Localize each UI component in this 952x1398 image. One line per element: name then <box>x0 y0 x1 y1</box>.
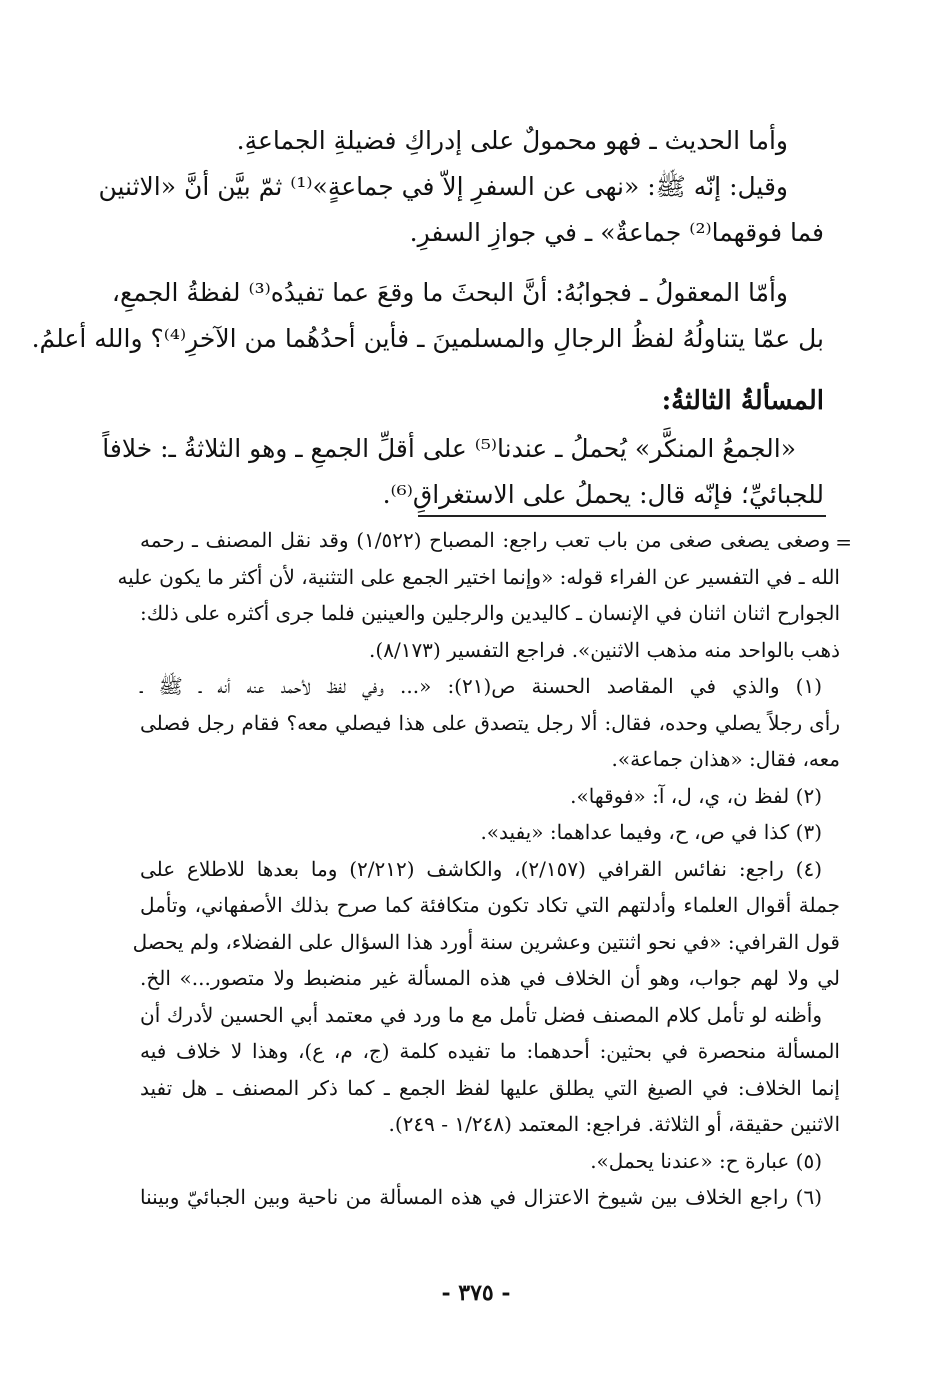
main-line: وأما الحديث ـ فهو محمولٌ على إدراكِ فضيلةِ الجماعةِ. <box>236 126 788 155</box>
footnote-1: (١) والذي في المقاصد الحسنة ص(٢١): «... وفي لفظ لأحمد عنه أنه ـ ﷺ ـ <box>140 674 822 698</box>
page-number: - ٣٧٥ - <box>441 1280 511 1306</box>
main-line: للجبائيِّ؛ فإنّه قال: يحملُ على الاستغراقِ⁽⁶⁾. <box>382 480 824 509</box>
footnote-line: إنما الخلاف: في الصيغ التي يطلق عليها لفظ الجمع ـ كما ذكر المصنف ـ هل تفيد <box>140 1075 840 1100</box>
footnote-2: (٢) لفظ ن، ي، ل، آ: «فوقها». <box>570 783 822 808</box>
footnote-line: لي ولا لهم جواب، وهو أن الخلاف في هذه المسألة غير منضبط ولا متصور...» الخ. <box>140 966 840 990</box>
footnote-line: الجوارح اثنان اثنان في الإنسان ـ كاليدين والرجلين والعينين فلما جرى أكثره على ذلك: <box>139 601 840 625</box>
footnote-4: (٤) راجع: نفائس القرافي (٢/١٥٧)، والكاشف (٢/٢١٢) وما بعدها للاطلاع على <box>140 856 822 881</box>
footnote-5: (٥) عبارة ح: «عندنا يحمل». <box>590 1148 822 1173</box>
main-line: «الجمعُ المنكَّر» يُحملُ ـ عندنا⁽⁵⁾ على أقلِّ الجمعِ ـ وهو الثلاثةُ ـ: خلافاً <box>102 434 796 463</box>
footnote-line: وأظنه لو تأمل كلام المصنف فضل تأمل مع ما ورد في معتمد أبي الحسين لأدرك أن <box>140 1002 822 1027</box>
main-line: وقيل: إنّه ﷺ: «نهى عن السفرِ إلاّ في جماعةٍ»⁽¹⁾ ثمّ بيَّن أنَّ «الاثنين <box>98 172 788 201</box>
footnote-line: المسألة منحصرة في بحثين: أحدهما: ما تفيده كلمة (ج، م، ع)، وهذا لا خلاف فيه <box>140 1039 840 1063</box>
footnote-line: الاثنين حقيقة، أو الثلاثة. فراجع: المعتمد (١/٢٤٨ - ٢٤٩). <box>388 1112 840 1136</box>
footnote-line: وصغى يصغى صغى من باب تعب راجع: المصباح (١/٥٢٢) وقد نقل المصنف ـ رحمه <box>140 528 830 552</box>
footnotes <box>117 522 840 1216</box>
main-line: وأمّا المعقولُ ـ فجوابُهُ: أنَّ البحثَ ما وقعَ عما تفيدُه⁽³⁾ لفظةُ الجمعِ، <box>111 278 788 307</box>
main-line: بل عمّا يتناولُهُ لفظُ الرجالِ والمسلمينَ ـ فأين أحدُهُما من الآخرِ⁽⁴⁾؟ والله أعلمُ. <box>31 324 824 353</box>
footnote-line: الله ـ في التفسير عن الفراء قوله: «وإنما اختير الجمع على التثنية، لأن أكثر ما يكون عليه <box>117 564 840 589</box>
footnote-line: رأى رجلاً يصلي وحده، فقال: ألا رجل يتصدق على هذا فيصلي معه؟ فقام رجل فصلى <box>140 710 840 735</box>
continuation-mark: = <box>835 530 852 554</box>
footnote-line: جملة أقوال العلماء وأدلتهم التي تكاد تكون متكافئة كما صرح بذلك الأصفهاني، وتأمل <box>140 893 840 917</box>
footnote-6: (٦) راجع الخلاف بين شيوخ الاعتزال في هذه المسألة من ناحية وبين الجبائيّ وبيننا <box>140 1185 822 1209</box>
footnote-line: قول القرافي: «في نحو اثنتين وعشرين سنة أورد هذا السؤال على الفضلاء، ولم يحصل <box>132 929 840 954</box>
main-text <box>31 118 824 518</box>
footnote-line: معه، فقال: «هذان جماعة». <box>611 747 840 771</box>
section-heading: المسألةُ الثالثةُ: <box>661 386 824 416</box>
main-line: فما فوقهما⁽²⁾ جماعةٌ» ـ في جوازِ السفرِ. <box>409 218 824 247</box>
footnote-3: (٣) كذا في ص، ح، وفيما عداهما: «يفيد». <box>480 820 822 844</box>
footnote-line: ذهب بالواحد منه مذهب الاثنين». فراجع التفسير (٨/١٧٣). <box>369 637 840 662</box>
footnote-separator <box>418 515 826 517</box>
